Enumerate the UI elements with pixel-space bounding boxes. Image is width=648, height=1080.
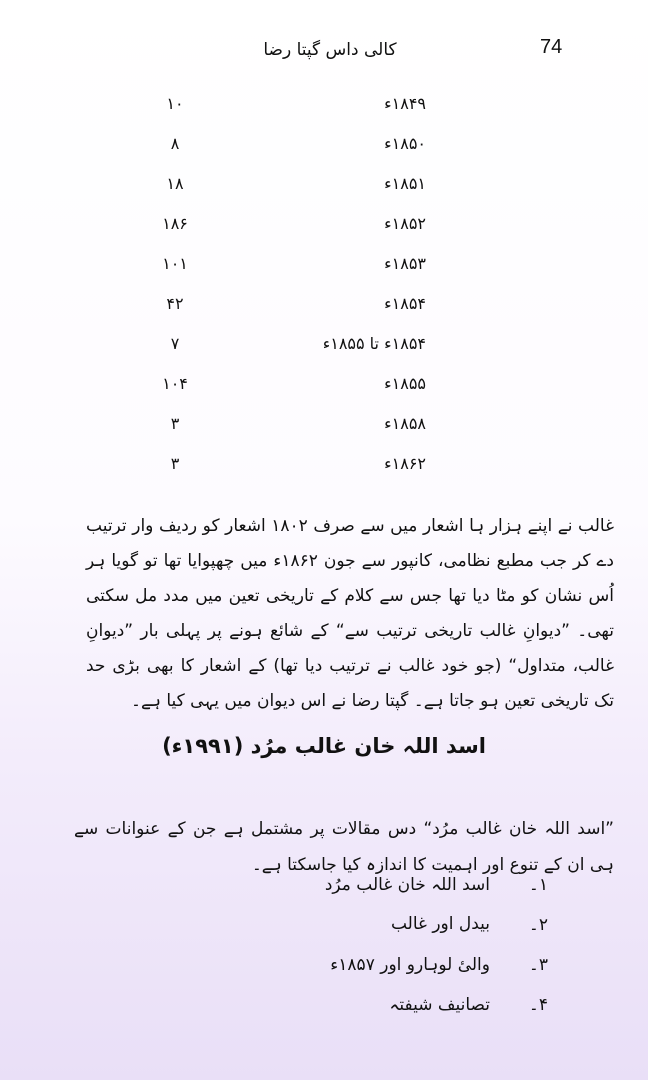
list-text: تصانیف شیفتہ <box>389 995 490 1015</box>
year-cell: ۱۸۵۳ء <box>384 254 426 273</box>
count-cell: ۳ <box>170 454 180 473</box>
list-number: ۳۔ <box>528 955 548 975</box>
year-cell: ۱۸۵۴ء <box>384 294 426 313</box>
page-number: 74 <box>540 36 563 58</box>
list-item <box>0 874 648 914</box>
table-row <box>0 254 648 294</box>
table-row <box>0 134 648 174</box>
year-count-table <box>0 94 648 494</box>
intro-paragraph: ”اسد اللہ خان غالب مرُد“ دس مقالات پر مشتمل ہے جن کے عنوانات سے ہی ان کے تنوع اور اہمیت کا اندازہ کیا جاسکتا ہے۔ <box>74 819 614 875</box>
count-cell: ۱۸ <box>166 174 184 193</box>
list-number: ۴۔ <box>528 995 548 1015</box>
count-cell: ۱۰ <box>166 94 184 113</box>
list-item <box>0 954 648 994</box>
year-cell: ۱۸۵۲ء <box>384 214 426 233</box>
table-row <box>0 294 648 334</box>
year-cell: ۱۸۵۴ء تا ۱۸۵۵ء <box>322 334 426 353</box>
count-cell: ۳ <box>170 414 180 433</box>
table-row <box>0 414 648 454</box>
article-list <box>0 874 648 1034</box>
count-cell: ۱۰۱ <box>162 254 188 273</box>
table-row <box>0 214 648 254</box>
count-cell: ۴۲ <box>166 294 184 313</box>
year-cell: ۱۸۶۲ء <box>384 454 426 473</box>
table-row <box>0 334 648 374</box>
table-row <box>0 174 648 214</box>
list-text: اسد اللہ خان غالب مرُد <box>324 875 490 895</box>
table-row <box>0 94 648 134</box>
count-cell: ۱۰۴ <box>162 374 188 393</box>
year-cell: ۱۸۵۸ء <box>384 414 426 433</box>
running-title: کالی داس گپتا رضا <box>263 40 397 60</box>
list-item <box>0 914 648 954</box>
list-item <box>0 994 648 1034</box>
year-cell: ۱۸۵۱ء <box>384 174 426 193</box>
count-cell: ۷ <box>170 334 180 353</box>
year-cell: ۱۸۴۹ء <box>384 94 426 113</box>
page-header <box>0 32 648 72</box>
section-heading: اسد اللہ خان غالب مرُد (۱۹۹۱ء) <box>162 734 486 758</box>
count-cell: ۱۸۶ <box>162 214 188 233</box>
list-text: بیدل اور غالب <box>390 914 490 934</box>
list-text: والیٔ لوہارو اور ۱۸۵۷ء <box>330 955 490 975</box>
table-row <box>0 374 648 414</box>
count-cell: ۸ <box>170 134 180 153</box>
list-number: ۲۔ <box>528 915 548 935</box>
year-cell: ۱۸۵۵ء <box>384 374 426 393</box>
list-number: ۱۔ <box>528 875 548 895</box>
year-cell: ۱۸۵۰ء <box>384 134 426 153</box>
table-row <box>0 454 648 494</box>
body-paragraph: غالب نے اپنے ہزار ہا اشعار میں سے صرف ۱۸۰۲ اشعار کو ردیف وار ترتیب دے کر جب مطبع نظامی، کانپور سے جون ۱۸۶۲ء میں چھپوایا تھا تو گویا ہر اُس نشان کو مٹا دیا تھا جس سے کلام کے تاریخی تعین میں مدد مل سکتی تھی۔ ”دیوانِ غالب تاریخی ترتیب سے“ کے شائع ہونے پر پہلی بار ”دیوانِ غالب، متداول“ (جو خود غالب نے ترتیب دیا تھا) کے اشعار کا بھی بڑی حد تک تاریخی تعین ہو جاتا ہے۔ گپتا رضا نے اس دیوان میں یہی کیا ہے۔ <box>86 516 614 711</box>
